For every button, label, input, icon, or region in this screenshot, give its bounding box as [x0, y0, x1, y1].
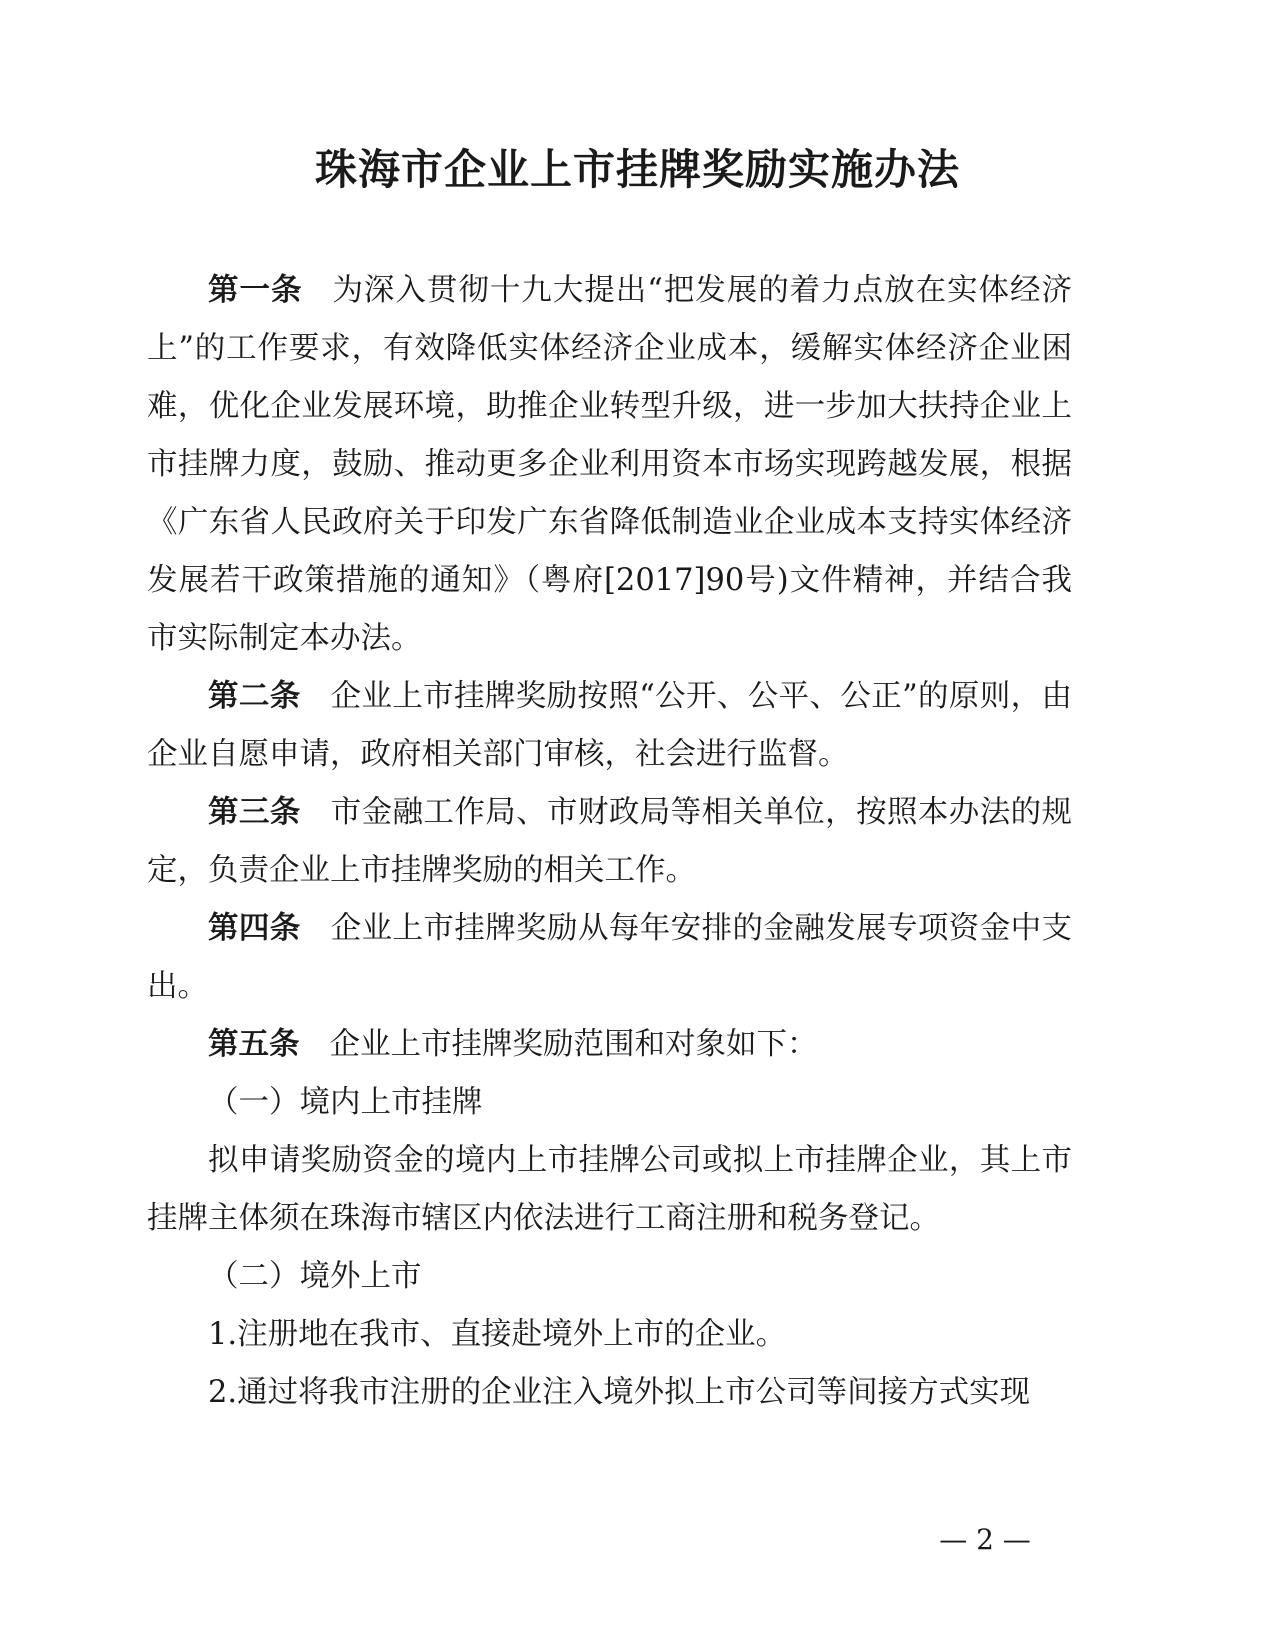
article-3	[147, 784, 1072, 900]
article-4	[147, 900, 1072, 1016]
article-label: 第五条	[208, 1027, 300, 1062]
article-text: 市金融工作局、市财政局等相关单位，按照本办法的规定，负责企业上市挂牌奖励的相关工作。	[147, 795, 1073, 888]
section-1-heading: （一）境内上市挂牌	[208, 1085, 483, 1120]
section-2-heading: （二）境外上市	[208, 1259, 422, 1294]
article-2	[147, 668, 1072, 784]
article-text: 企业上市挂牌奖励范围和对象如下：	[329, 1027, 818, 1062]
page-number: — 2 —	[939, 1523, 1031, 1556]
article-label: 第四条	[208, 911, 301, 946]
section-1-text: 拟申请奖励资金的境内上市挂牌公司或拟上市挂牌企业，其上市挂牌主体须在珠海市辖区内依法进行工商注册和税务登记。	[147, 1143, 1072, 1236]
article-5	[147, 1016, 1072, 1074]
article-label: 第二条	[208, 679, 301, 714]
section-2-item-2: 2.通过将我市注册的企业注入境外拟上市公司等间接方式实现	[208, 1375, 1031, 1410]
article-label: 第一条	[208, 273, 303, 308]
article-text: 为深入贯彻十九大提出“把发展的着力点放在实体经济上”的工作要求，有效降低实体经济企业成本，缓解实体经济企业困难，优化企业发展环境，助推企业转型升级，进一步加大扶持企业上市挂牌力度，鼓励、推动更多企业利用资本市场实现跨越发展，根据《广东省人民政府关于印发广东省降低制造业企业成本支持实体经济发展若干政策措施的通知》（粤府[2017]90号)文件精神，并结合我市实际制定本办法。	[147, 273, 1073, 656]
document-body	[147, 262, 1072, 1422]
document-title: 珠海市企业上市挂牌奖励实施办法	[314, 145, 960, 194]
article-1	[147, 262, 1072, 668]
section-2-item-1: 1.注册地在我市、直接赴境外上市的企业。	[208, 1317, 787, 1352]
article-text: 企业上市挂牌奖励按照“公开、公平、公正”的原则，由企业自愿申请，政府相关部门审核，社会进行监督。	[147, 679, 1072, 772]
article-label: 第三条	[208, 795, 301, 830]
article-text: 企业上市挂牌奖励从每年安排的金融发展专项资金中支出。	[147, 911, 1073, 1004]
